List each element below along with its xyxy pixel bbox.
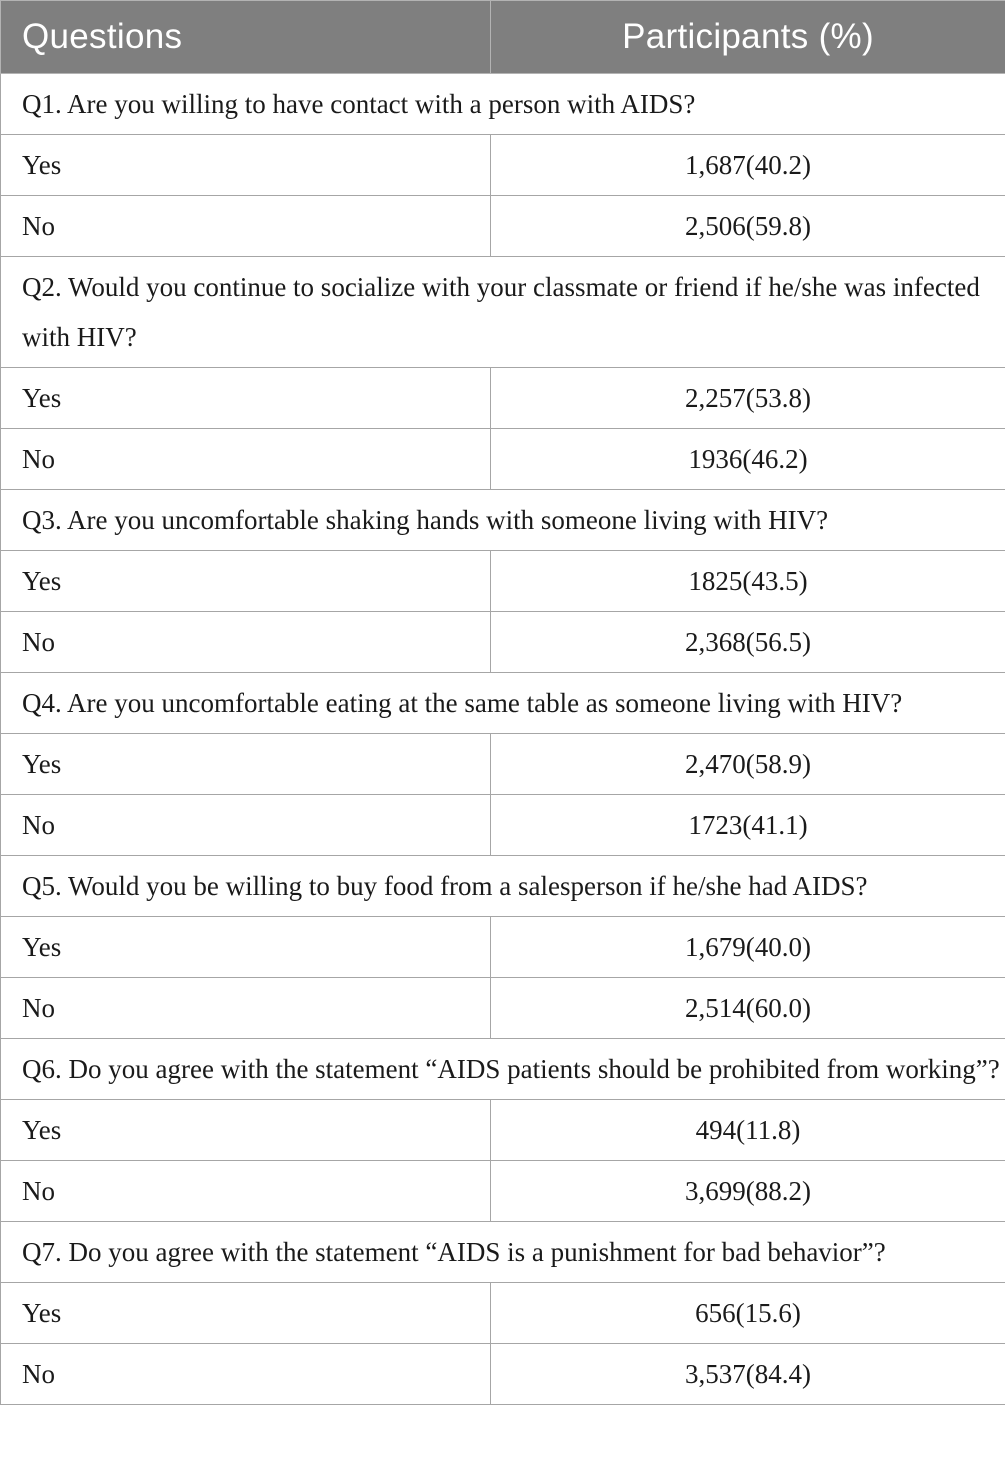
answer-label: No: [1, 978, 491, 1039]
question-row: [1, 257, 1005, 368]
answer-row: [1, 1344, 1005, 1405]
answer-label: No: [1, 1344, 491, 1405]
question-cell: Q7. Do you agree with the statement “AIDS is a punishment for bad behavior”?: [1, 1222, 1005, 1283]
header-participants: Participants (%): [491, 1, 1005, 74]
answer-row: [1, 429, 1005, 490]
answer-value: 1,679(40.0): [491, 917, 1005, 978]
answer-row: [1, 551, 1005, 612]
answer-value: 494(11.8): [491, 1100, 1005, 1161]
question-cell: Q6. Do you agree with the statement “AIDS patients should be prohibited from working”?: [1, 1039, 1005, 1100]
answer-label: Yes: [1, 1100, 491, 1161]
answer-row: [1, 1100, 1005, 1161]
question-cell: Q3. Are you uncomfortable shaking hands with someone living with HIV?: [1, 490, 1005, 551]
table-header: [1, 1, 1005, 74]
answer-value: 1825(43.5): [491, 551, 1005, 612]
answer-value: 3,699(88.2): [491, 1161, 1005, 1222]
question-row: [1, 490, 1005, 551]
answer-label: No: [1, 196, 491, 257]
header-questions: Questions: [1, 1, 491, 74]
answer-row: [1, 1283, 1005, 1344]
answer-value: 1,687(40.2): [491, 135, 1005, 196]
answer-value: 656(15.6): [491, 1283, 1005, 1344]
answer-value: 2,368(56.5): [491, 612, 1005, 673]
answer-row: [1, 196, 1005, 257]
answer-row: [1, 368, 1005, 429]
answer-label: Yes: [1, 135, 491, 196]
answer-label: Yes: [1, 1283, 491, 1344]
answer-label: No: [1, 429, 491, 490]
answer-row: [1, 612, 1005, 673]
question-cell: Q2. Would you continue to socialize with your classmate or friend if he/she was infected with HIV?: [1, 257, 1005, 368]
answer-row: [1, 795, 1005, 856]
question-row: [1, 856, 1005, 917]
answer-label: No: [1, 612, 491, 673]
answer-label: No: [1, 795, 491, 856]
answer-value: 2,514(60.0): [491, 978, 1005, 1039]
answer-value: 3,537(84.4): [491, 1344, 1005, 1405]
question-row: [1, 1222, 1005, 1283]
header-row: [1, 1, 1005, 74]
answer-value: 1936(46.2): [491, 429, 1005, 490]
answer-label: Yes: [1, 917, 491, 978]
answer-value: 2,257(53.8): [491, 368, 1005, 429]
answer-row: [1, 734, 1005, 795]
answer-label: Yes: [1, 551, 491, 612]
answer-value: 2,470(58.9): [491, 734, 1005, 795]
answer-label: No: [1, 1161, 491, 1222]
question-row: [1, 1039, 1005, 1100]
answer-row: [1, 978, 1005, 1039]
answer-value: 2,506(59.8): [491, 196, 1005, 257]
question-cell: Q5. Would you be willing to buy food from a salesperson if he/she had AIDS?: [1, 856, 1005, 917]
answer-label: Yes: [1, 734, 491, 795]
table-body: [1, 74, 1005, 1405]
answer-value: 1723(41.1): [491, 795, 1005, 856]
question-cell: Q4. Are you uncomfortable eating at the same table as someone living with HIV?: [1, 673, 1005, 734]
answer-row: [1, 1161, 1005, 1222]
answer-row: [1, 135, 1005, 196]
answer-row: [1, 917, 1005, 978]
answer-label: Yes: [1, 368, 491, 429]
question-row: [1, 74, 1005, 135]
question-row: [1, 673, 1005, 734]
question-cell: Q1. Are you willing to have contact with a person with AIDS?: [1, 74, 1005, 135]
